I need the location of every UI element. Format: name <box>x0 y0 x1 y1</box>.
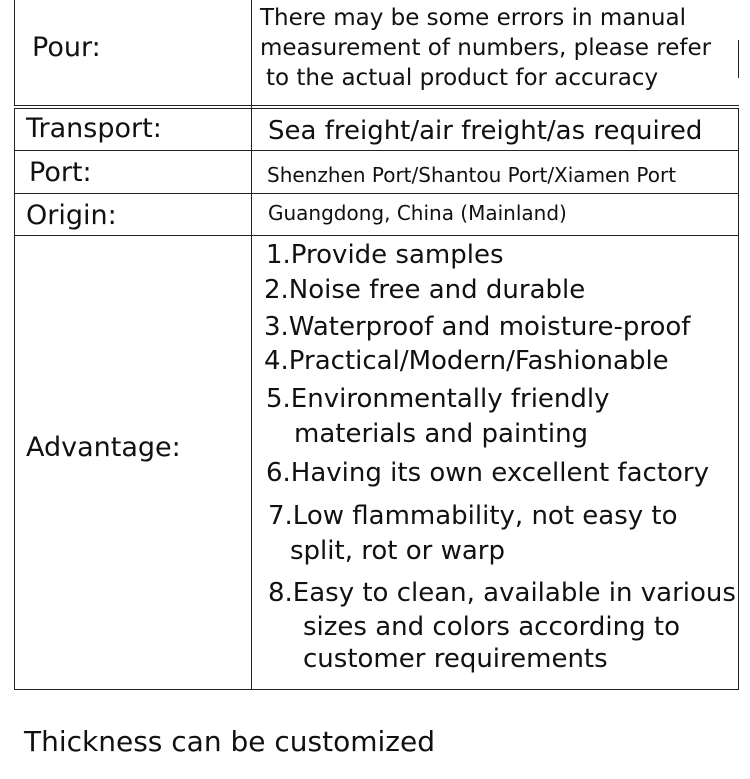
advantage-item: customer requirements <box>303 644 608 674</box>
pour-label: Pour: <box>32 32 101 63</box>
row-divider <box>14 193 739 194</box>
transport-label: Transport: <box>26 113 162 144</box>
advantage-item: 6.Having its own excellent factory <box>266 458 709 488</box>
advantage-item: sizes and colors according to <box>303 612 680 642</box>
origin-value: Guangdong, China (Mainland) <box>268 201 567 225</box>
table-border-right <box>738 40 739 78</box>
row-divider <box>14 105 739 106</box>
advantage-item: 4.Practical/Modern/Fashionable <box>264 346 669 376</box>
advantage-item: 7.Low flammability, not easy to <box>268 501 678 531</box>
pour-note-line: to the actual product for accuracy <box>266 65 659 91</box>
spec-table <box>14 0 739 690</box>
thickness-note: Thickness can be customized <box>24 725 435 758</box>
row-divider <box>14 108 739 109</box>
table-border-bottom <box>14 689 739 690</box>
advantage-item: 1.Provide samples <box>266 240 504 270</box>
table-border-left <box>14 0 15 105</box>
advantage-label: Advantage: <box>26 432 181 463</box>
port-value: Shenzhen Port/Shantou Port/Xiamen Port <box>267 163 677 187</box>
advantage-item: 3.Waterproof and moisture-proof <box>264 312 691 342</box>
table-border-right <box>738 108 739 690</box>
advantage-item: materials and painting <box>294 419 589 449</box>
advantage-item: 8.Easy to clean, available in various <box>268 578 736 608</box>
origin-label: Origin: <box>26 200 117 231</box>
advantage-item: 2.Noise free and durable <box>264 275 586 305</box>
advantage-item: split, rot or warp <box>290 536 505 566</box>
row-divider <box>14 235 739 236</box>
transport-value: Sea freight/air freight/as required <box>268 116 703 146</box>
column-divider <box>251 0 252 690</box>
pour-note-line: measurement of numbers, please refer <box>260 35 712 61</box>
pour-note-line: There may be some errors in manual <box>260 5 686 31</box>
port-label: Port: <box>29 157 92 188</box>
table-border-left <box>14 108 15 690</box>
advantage-item: 5.Environmentally friendly <box>266 384 610 414</box>
row-divider <box>14 150 739 151</box>
